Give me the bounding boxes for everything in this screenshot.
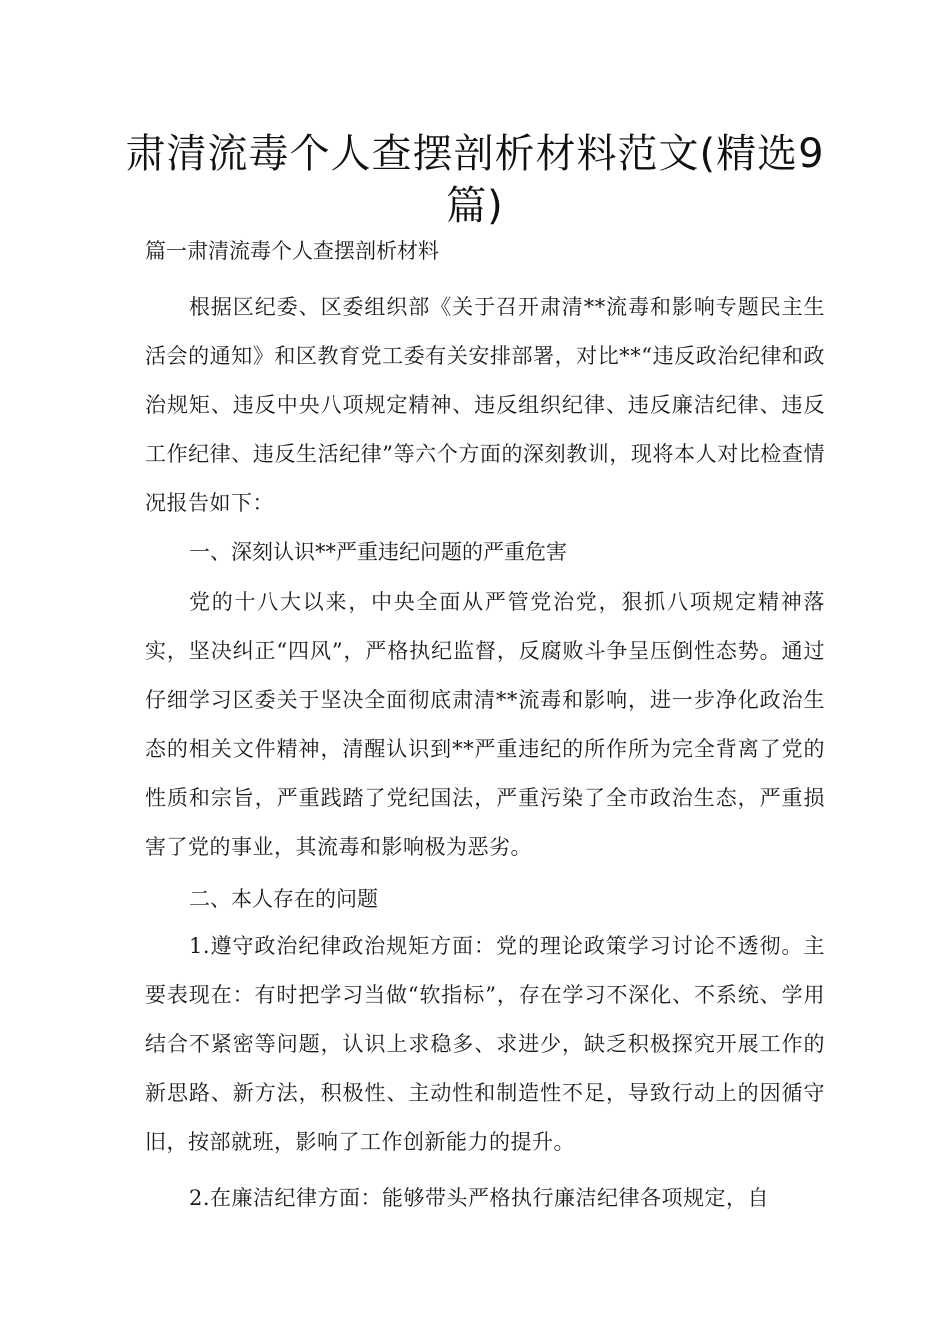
paragraph-one: 党的十八大以来，中央全面从严管党治党，狠抓八项规定精神落实，坚决纠正“四风”，严格执纪监督，反腐败斗争呈压倒性态势。通过仔细学习区委关于坚决全面彻底肃清**流毒和影响，进一步净化政治生态的相关文件精神，清醒认识到**严重违纪的所作所为完全背离了党的性质和宗旨，严重践踏了党纪国法，严重污染了全市政治生态，严重损害了党的事业，其流毒和影响极为恶劣。 xyxy=(145,590,825,859)
heading-one: 一、深刻认识**严重违纪问题的严重危害 xyxy=(189,540,567,564)
heading-two: 二、本人存在的问题 xyxy=(189,887,378,911)
paragraph-three: 2.在廉洁纪律方面：能够带头严格执行廉洁纪律各项规定，自 xyxy=(189,1186,770,1210)
document-title: 肃清流毒个人查摆剖析材料范文(精选9篇) xyxy=(125,131,825,229)
intro-paragraph: 根据区纪委、区委组织部《关于召开肃清**流毒和影响专题民主生活会的通知》和区教育党工委有关安排部署，对比**“违反政治纪律和政治规矩、违反中央八项规定精神、违反组织纪律、违反廉洁纪律、违反工作纪律、违反生活纪律”等六个方面的深刻教训，现将本人对比检查情况报告如下： xyxy=(145,295,825,515)
paragraph-two: 1.遵守政治纪律政治规矩方面：党的理论政策学习讨论不透彻。主要表现在：有时把学习当做“软指标”，存在学习不深化、不系统、学用结合不紧密等问题，认识上求稳多、求进少，缺乏积极探究开展工作的新思路、新方法，积极性、主动性和制造性不足，导致行动上的因循守旧，按部就班，影响了工作创新能力的提升。 xyxy=(145,934,825,1154)
section-title: 篇一肃清流毒个人查摆剖析材料 xyxy=(145,239,439,263)
